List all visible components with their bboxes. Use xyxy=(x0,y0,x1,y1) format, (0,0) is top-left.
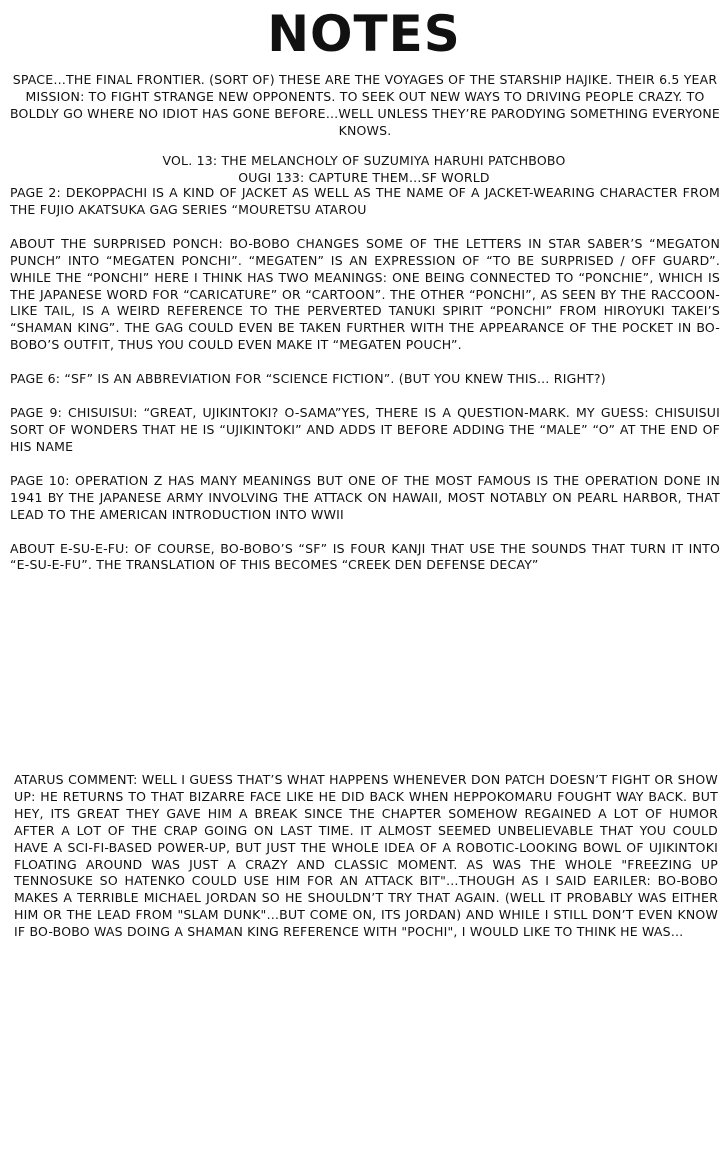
translator-comment: ATARUS COMMENT: WELL I GUESS THAT’S WHAT HAPPENS WHENEVER DON PATCH DOESN’T FIGHT OR SHOW UP: HE RETURNS TO THAT BIZARRE FACE LIKE HE DID BACK WHEN HEPPOKOMARU FOUGHT WAY BACK. BUT HEY, ITS GREAT THEY GAVE HIM A BREAK SINCE THE CHAPTER SOMEHOW REGAINED A LOT OF HUMOR AFTER A LOT OF THE CRAP GOING ON LAST TIME. IT ALMOST SEEMED UNBELIEVABLE THAT YOU COULD HAVE A SCI-FI-BASED POWER-UP, BUT JUST THE WHOLE IDEA OF A ROBOTIC-LOOKING BOWL OF UJIKINTOKI FLOATING AROUND WAS JUST A CRAZY AND CLASSIC MOMENT. AS WAS THE WHOLE "FREEZING UP TENNOSUKE SO HATENKO COULD USE HIM FOR AN ATTACK BIT"…THOUGH AS I SAID EARILER: BO-BOBO MAKES A TERRIBLE MICHAEL JORDAN SO HE SHOULDN’T TRY THAT AGAIN. (WELL IT PROBABLY WAS EITHER HIM OR THE LEAD FROM "SLAM DUNK"…BUT COME ON, ITS JORDAN) AND WHILE I STILL DON’T EVEN KNOW IF BO-BOBO WAS DOING A SHAMAN KING REFERENCE WITH "POCHI", I WOULD LIKE TO THINK HE WAS… xyxy=(14,772,718,940)
volume-heading xyxy=(0,153,728,187)
note-e-su-e-fu: ABOUT E-SU-E-FU: OF COURSE, BO-BOBO’S “SF” IS FOUR KANJI THAT USE THE SOUNDS THAT TURN IT INTO “E-SU-E-FU”. THE TRANSLATION OF THIS BECOMES “CREEK DEN DEFENSE DECAY” xyxy=(10,540,720,573)
note-page-10: PAGE 10: OPERATION Z HAS MANY MEANINGS BUT ONE OF THE MOST FAMOUS IS THE OPERATION DONE IN 1941 BY THE JAPANESE ARMY INVOLVING THE ATTACK ON HAWAII, MOST NOTABLY ON PEARL HARBOR, THAT LEAD TO THE AMERICAN INTRODUCTION INTO WWII xyxy=(10,472,720,522)
note-page-6: PAGE 6: “SF” IS AN ABBREVIATION FOR “SCIENCE FICTION”. (BUT YOU KNEW THIS… RIGHT?) xyxy=(10,371,606,387)
note-page-9: PAGE 9: CHISUISUI: “GREAT, UJIKINTOKI? O-SAMA”YES, THERE IS A QUESTION-MARK. MY GUESS: CHISUISUI SORT OF WONDERS THAT HE IS “UJIKINTOKI” AND ADDS IT BEFORE ADDING THE “MALE” “O” AT THE END OF HIS NAME xyxy=(10,405,720,454)
chapter-title: OUGI 133: CAPTURE THEM…SF WORLD xyxy=(238,169,490,185)
intro-paragraph: SPACE…THE FINAL FRONTIER. (SORT OF) THESE ARE THE VOYAGES OF THE STARSHIP HAJIKE. THEIR 6.5 YEAR MISSION: TO FIGHT STRANGE NEW OPPONENTS. TO SEEK OUT NEW WAYS TO DRIVING PEOPLE CRAZY. TO BOLDLY GO WHERE NO IDIOT HAS GONE BEFORE…WELL UNLESS THEY’RE PARODYING SOMETHING EVERYONE KNOWS. xyxy=(9,72,721,138)
note-surprised-ponch: ABOUT THE SURPRISED PONCH: BO-BOBO CHANGES SOME OF THE LETTERS IN STAR SABER’S “MEGATON PUNCH” INTO “MEGATEN PONCHI”. “MEGATEN” IS AN EXPRESSION OF “TO BE SURPRISED / OFF GUARD”. WHILE THE “PONCHI” HERE I THINK HAS TWO MEANINGS: ONE BEING CONNECTED TO “PONCHIE”, WHICH IS THE JAPANESE WORD FOR “CARICATURE” OR “CARTOON”. THE OTHER “PONCHI”, AS SEEN BY THE RACCOON-LIKE TAIL, IS A WEIRD REFERENCE TO THE PERVERTED TANUKI SPIRIT “PONCHI” FROM HIROYUKI TAKEI’S “SHAMAN KING”. THE GAG COULD EVEN BE TAKEN FURTHER WITH THE APPEARANCE OF THE POCKET IN BO-BOBO’S OUTFIT, THUS YOU COULD EVEN MAKE IT “MEGATEN POUCH”. xyxy=(10,235,720,353)
page-title: NOTES xyxy=(267,5,461,63)
volume-title: VOL. 13: THE MELANCHOLY OF SUZUMIYA HARUHI PATCHBOBO xyxy=(162,153,566,168)
note-page-2: PAGE 2: DEKOPPACHI IS A KIND OF JACKET AS WELL AS THE NAME OF A JACKET-WEARING CHARACTER FROM THE FUJIO AKATSUKA GAG SERIES “MOURETSU ATAROU xyxy=(10,185,720,217)
translation-notes xyxy=(10,185,720,591)
